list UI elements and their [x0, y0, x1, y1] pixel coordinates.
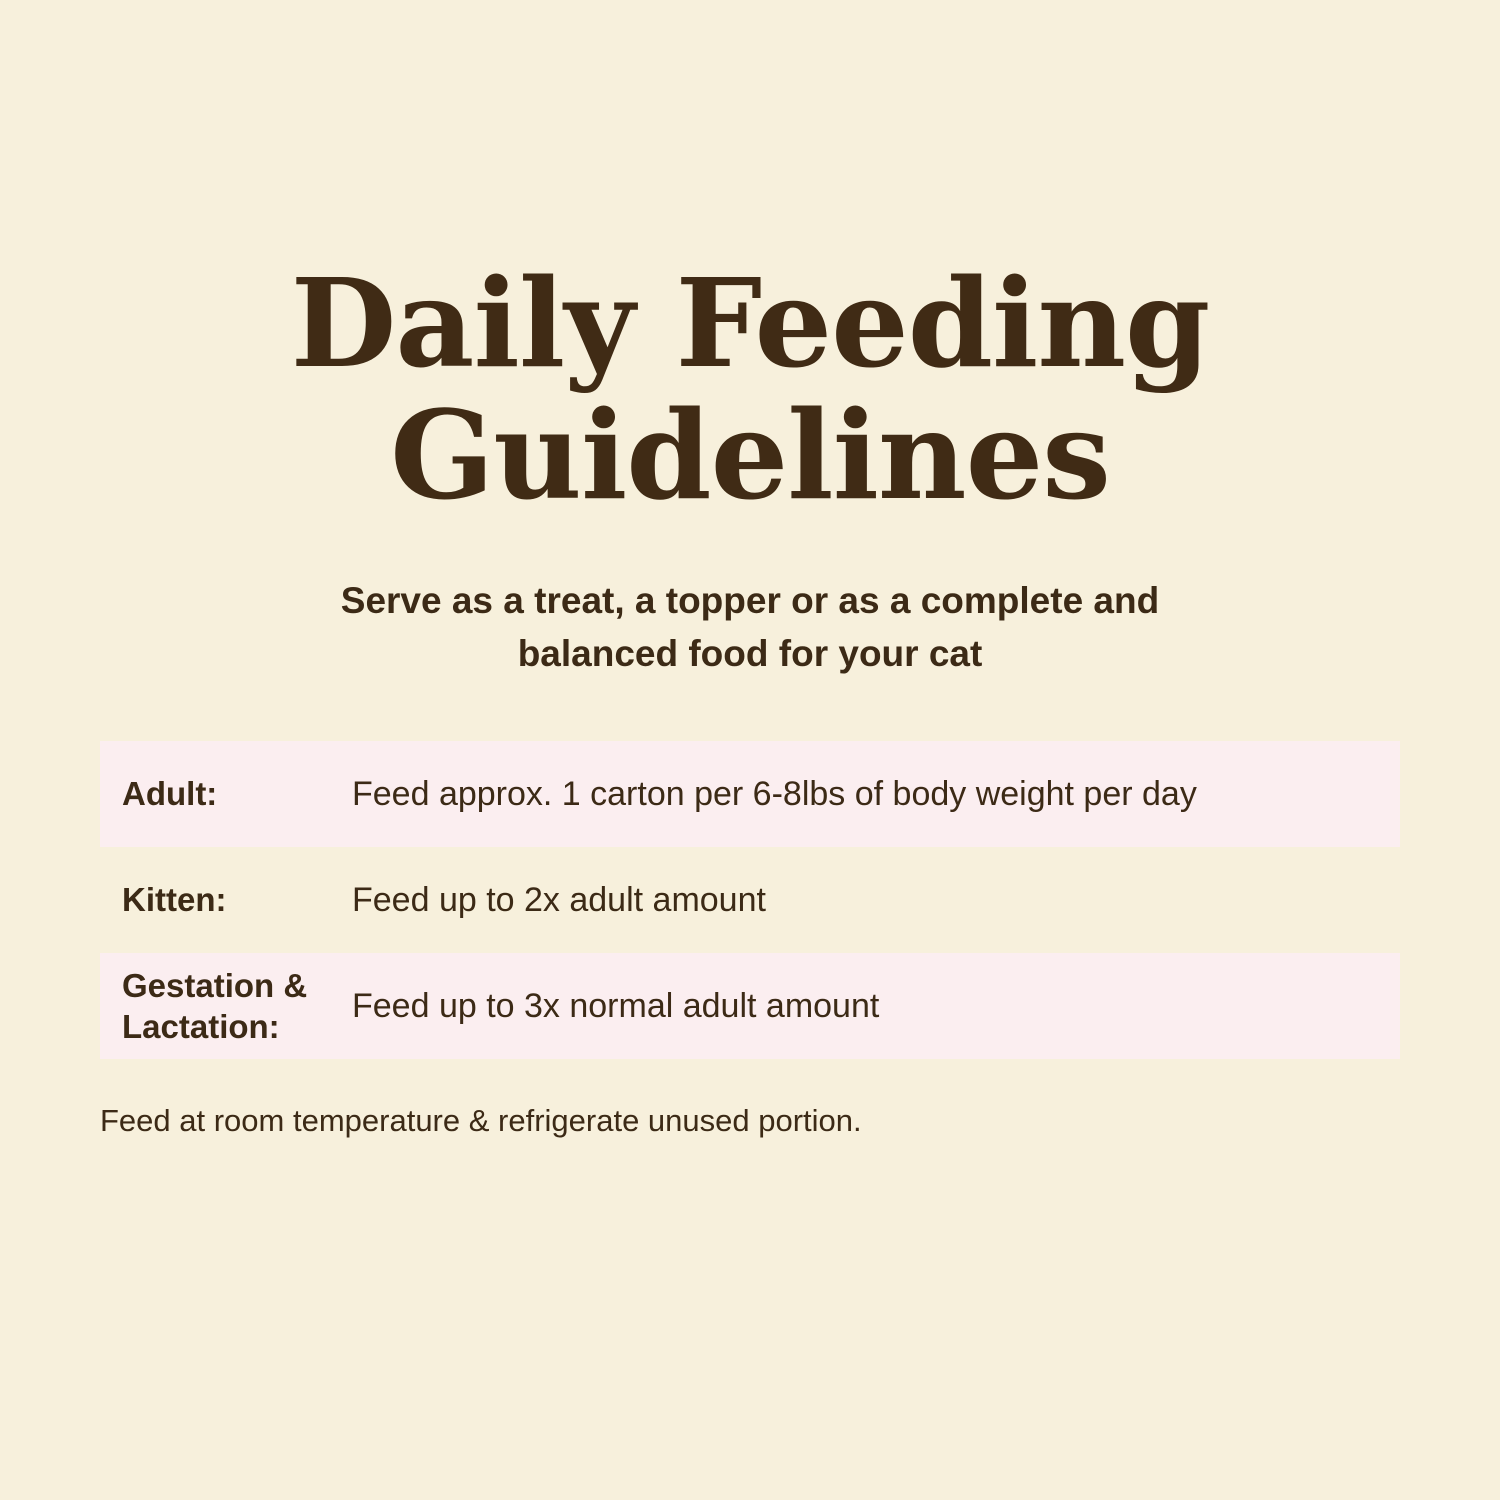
table-row: [100, 741, 1400, 847]
page-title: [0, 0, 1500, 527]
table-row-value: Feed up to 2x adult amount: [352, 880, 766, 919]
page-subtitle-line-2: balanced food for your cat: [517, 633, 983, 675]
page-title-line-2: Guidelines: [390, 382, 1110, 527]
table-row-label: Adult:: [122, 775, 218, 813]
footnote: Feed at room temperature & refrigerate unused portion.: [100, 1102, 862, 1138]
table-row-value: Feed up to 3x normal adult amount: [352, 986, 880, 1025]
feeding-table: [100, 741, 1400, 1059]
page-title-line-1: Daily Feeding: [290, 251, 1210, 395]
table-row: [100, 847, 1400, 953]
table-row: [100, 953, 1400, 1059]
table-row-label: [100, 965, 352, 1048]
table-row-value: Feed approx. 1 carton per 6-8lbs of body weight per day: [352, 774, 1197, 813]
table-row-label-line-2: Lactation:: [122, 1007, 280, 1045]
table-row-label-line-1: Gestation &: [122, 966, 308, 1004]
page-subtitle-line-1: Serve as a treat, a topper or as a complete and: [340, 579, 1160, 621]
page-subtitle: [0, 522, 1500, 681]
table-row-label: Kitten:: [122, 881, 227, 919]
